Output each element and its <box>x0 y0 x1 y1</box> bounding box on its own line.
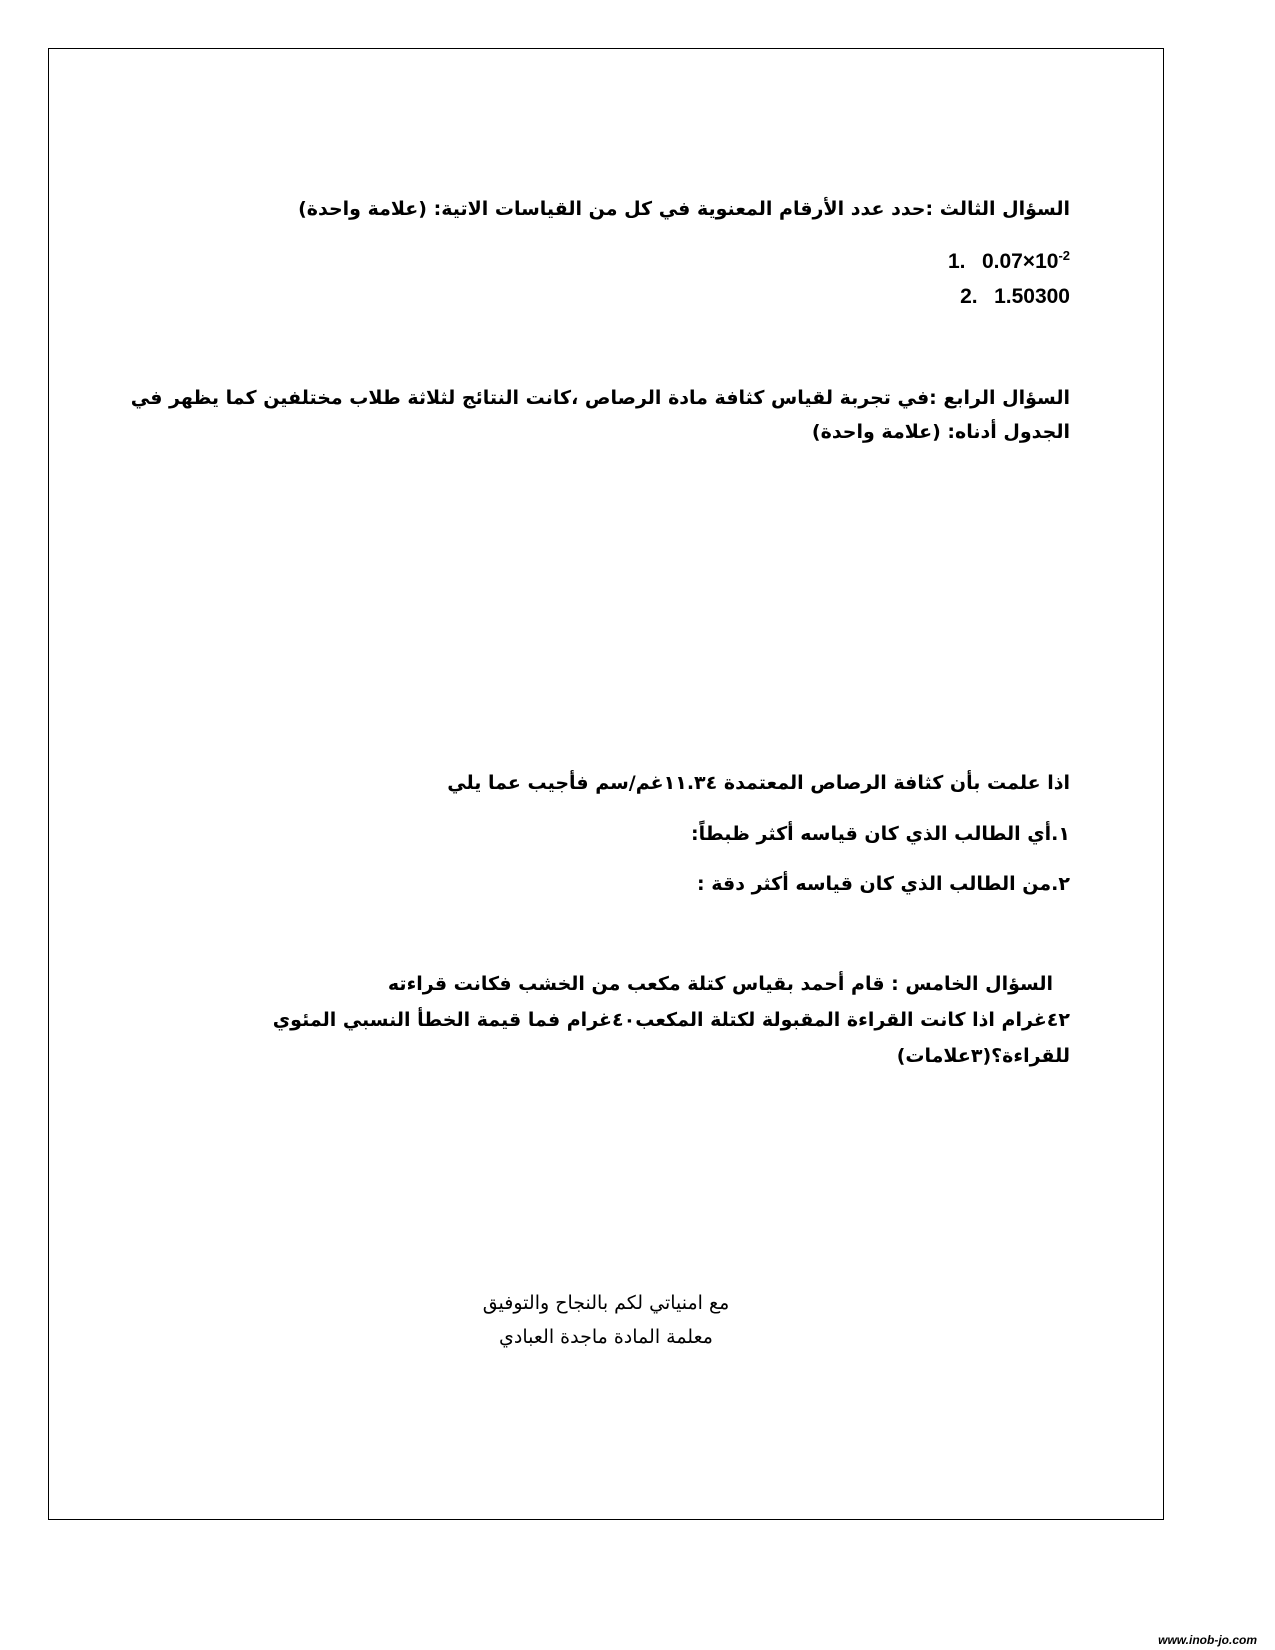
question-4-line-1: السؤال الرابع :في تجربة لقياس كثافة مادة الرصاص ،كانت النتائج لثلاثة طلاب مختلفين كما يظهر في <box>130 387 1070 409</box>
q3-item-1: 1. $0.07\times 10^{-2}$ <box>947 248 1070 273</box>
question-5-line-3: للقراءة؟(٣علامات) <box>896 1045 1070 1067</box>
q3-item-2: 2. 1.50300 <box>960 285 1070 308</box>
teacher-signature: معلمة المادة ماجدة العبادي <box>499 1326 713 1348</box>
question-4-sub-1: ١.أي الطالب الذي كان قياسه أكثر ظبطاً: <box>691 823 1070 845</box>
footer-url: www.inob-jo.com <box>1158 1633 1257 1647</box>
question-4-given: اذا علمت بأن كثافة الرصاص المعتمدة ١١.٣٤غم/سم فأجيب عما يلي <box>447 772 1070 794</box>
question-4-line-2: الجدول أدناه: (علامة واحدة) <box>811 421 1070 443</box>
question-5-line-2: ٤٢غرام اذا كانت القراءة المقبولة لكتلة المكعب٤٠غرام فما قيمة الخطأ النسبي المئوي <box>272 1009 1070 1031</box>
closing-wishes: مع امنياتي لكم بالنجاح والتوفيق <box>482 1292 730 1314</box>
question-4-sub-2: ٢.من الطالب الذي كان قياسه أكثر دقة : <box>697 873 1070 895</box>
question-5-line-1: السؤال الخامس : قام أحمد بقياس كتلة مكعب من الخشب فكانت قراءته <box>387 973 1053 995</box>
question-3-title: السؤال الثالث :حدد عدد الأرقام المعنوية في كل من القياسات الاتية: (علامة واحدة) <box>298 198 1070 220</box>
